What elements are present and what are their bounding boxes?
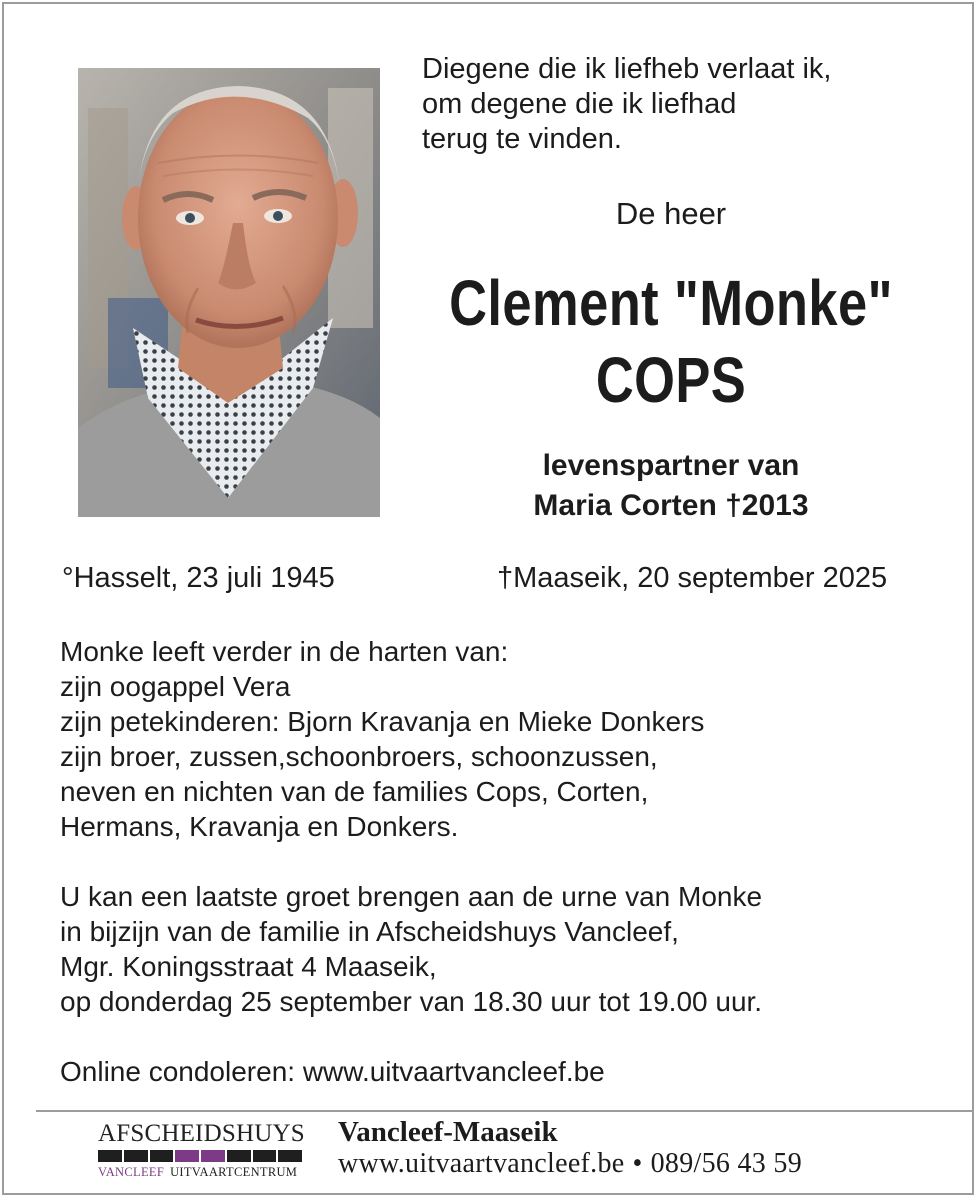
website-link[interactable]: www.uitvaartvancleef.be [338,1148,625,1179]
footer-divider [36,1110,972,1112]
funeral-home-name: Vancleef-Maaseik [338,1116,558,1148]
visitation-line: Mgr. Koningsstraat 4 Maaseik, [60,951,437,982]
deceased-surname: COPS [595,344,747,416]
phone-number: 089/56 43 59 [650,1148,803,1179]
afscheidshuys-logo [98,1120,304,1180]
portrait-illustration [78,68,380,517]
partner-name: Maria Corten †2013 [533,489,809,522]
family-line: Hermans, Kravanja en Donkers. [60,811,459,842]
partner-label: levenspartner van [542,449,800,482]
family-line: zijn oogappel Vera [60,671,291,702]
quote-line: terug te vinden. [422,123,622,155]
family-line: zijn broer, zussen,schoonbroers, schoonzussen, [60,741,658,772]
quote-line: om degene die ik liefhad [422,88,737,120]
funeral-home-contact [338,1148,802,1180]
logo-sub-vancleef: VANCLEEF [98,1165,165,1179]
portrait-photo [78,68,380,517]
honorific: De heer [615,196,727,231]
logo-bar [98,1150,302,1162]
logo-subtitle [98,1165,297,1180]
visitation-line: in bijzijn van de familie in Afscheidshuys Vancleef, [60,916,679,947]
separator-dot: • [632,1148,643,1179]
visitation-line: U kan een laatste groet brengen aan de urne van Monke [60,881,763,912]
spacer [60,1019,762,1054]
family-line: Monke leeft verder in de harten van: [60,636,509,667]
memorial-quote [422,52,831,157]
birth-date: °Hasselt, 23 juli 1945 [62,562,335,594]
spacer [60,844,762,879]
family-line: zijn petekinderen: Bjorn Kravanja en Mieke Donkers [60,706,705,737]
logo-wordmark: AFSCHEIDSHUYS [98,1120,305,1147]
online-condolence: Online condoleren: www.uitvaartvancleef.be [60,1056,605,1087]
death-date: †Maaseik, 20 september 2025 [497,562,888,594]
deceased-first-name: Clement "Monke" [449,267,893,339]
quote-line: Diegene die ik liefheb verlaat ik, [422,53,832,85]
visitation-line: op donderdag 25 september van 18.30 uur tot 19.00 uur. [60,986,763,1017]
logo-sub-uitvaartcentrum: UITVAARTCENTRUM [170,1165,298,1179]
announcement-body [60,634,762,1089]
family-line: neven en nichten van de families Cops, Corten, [60,776,649,807]
